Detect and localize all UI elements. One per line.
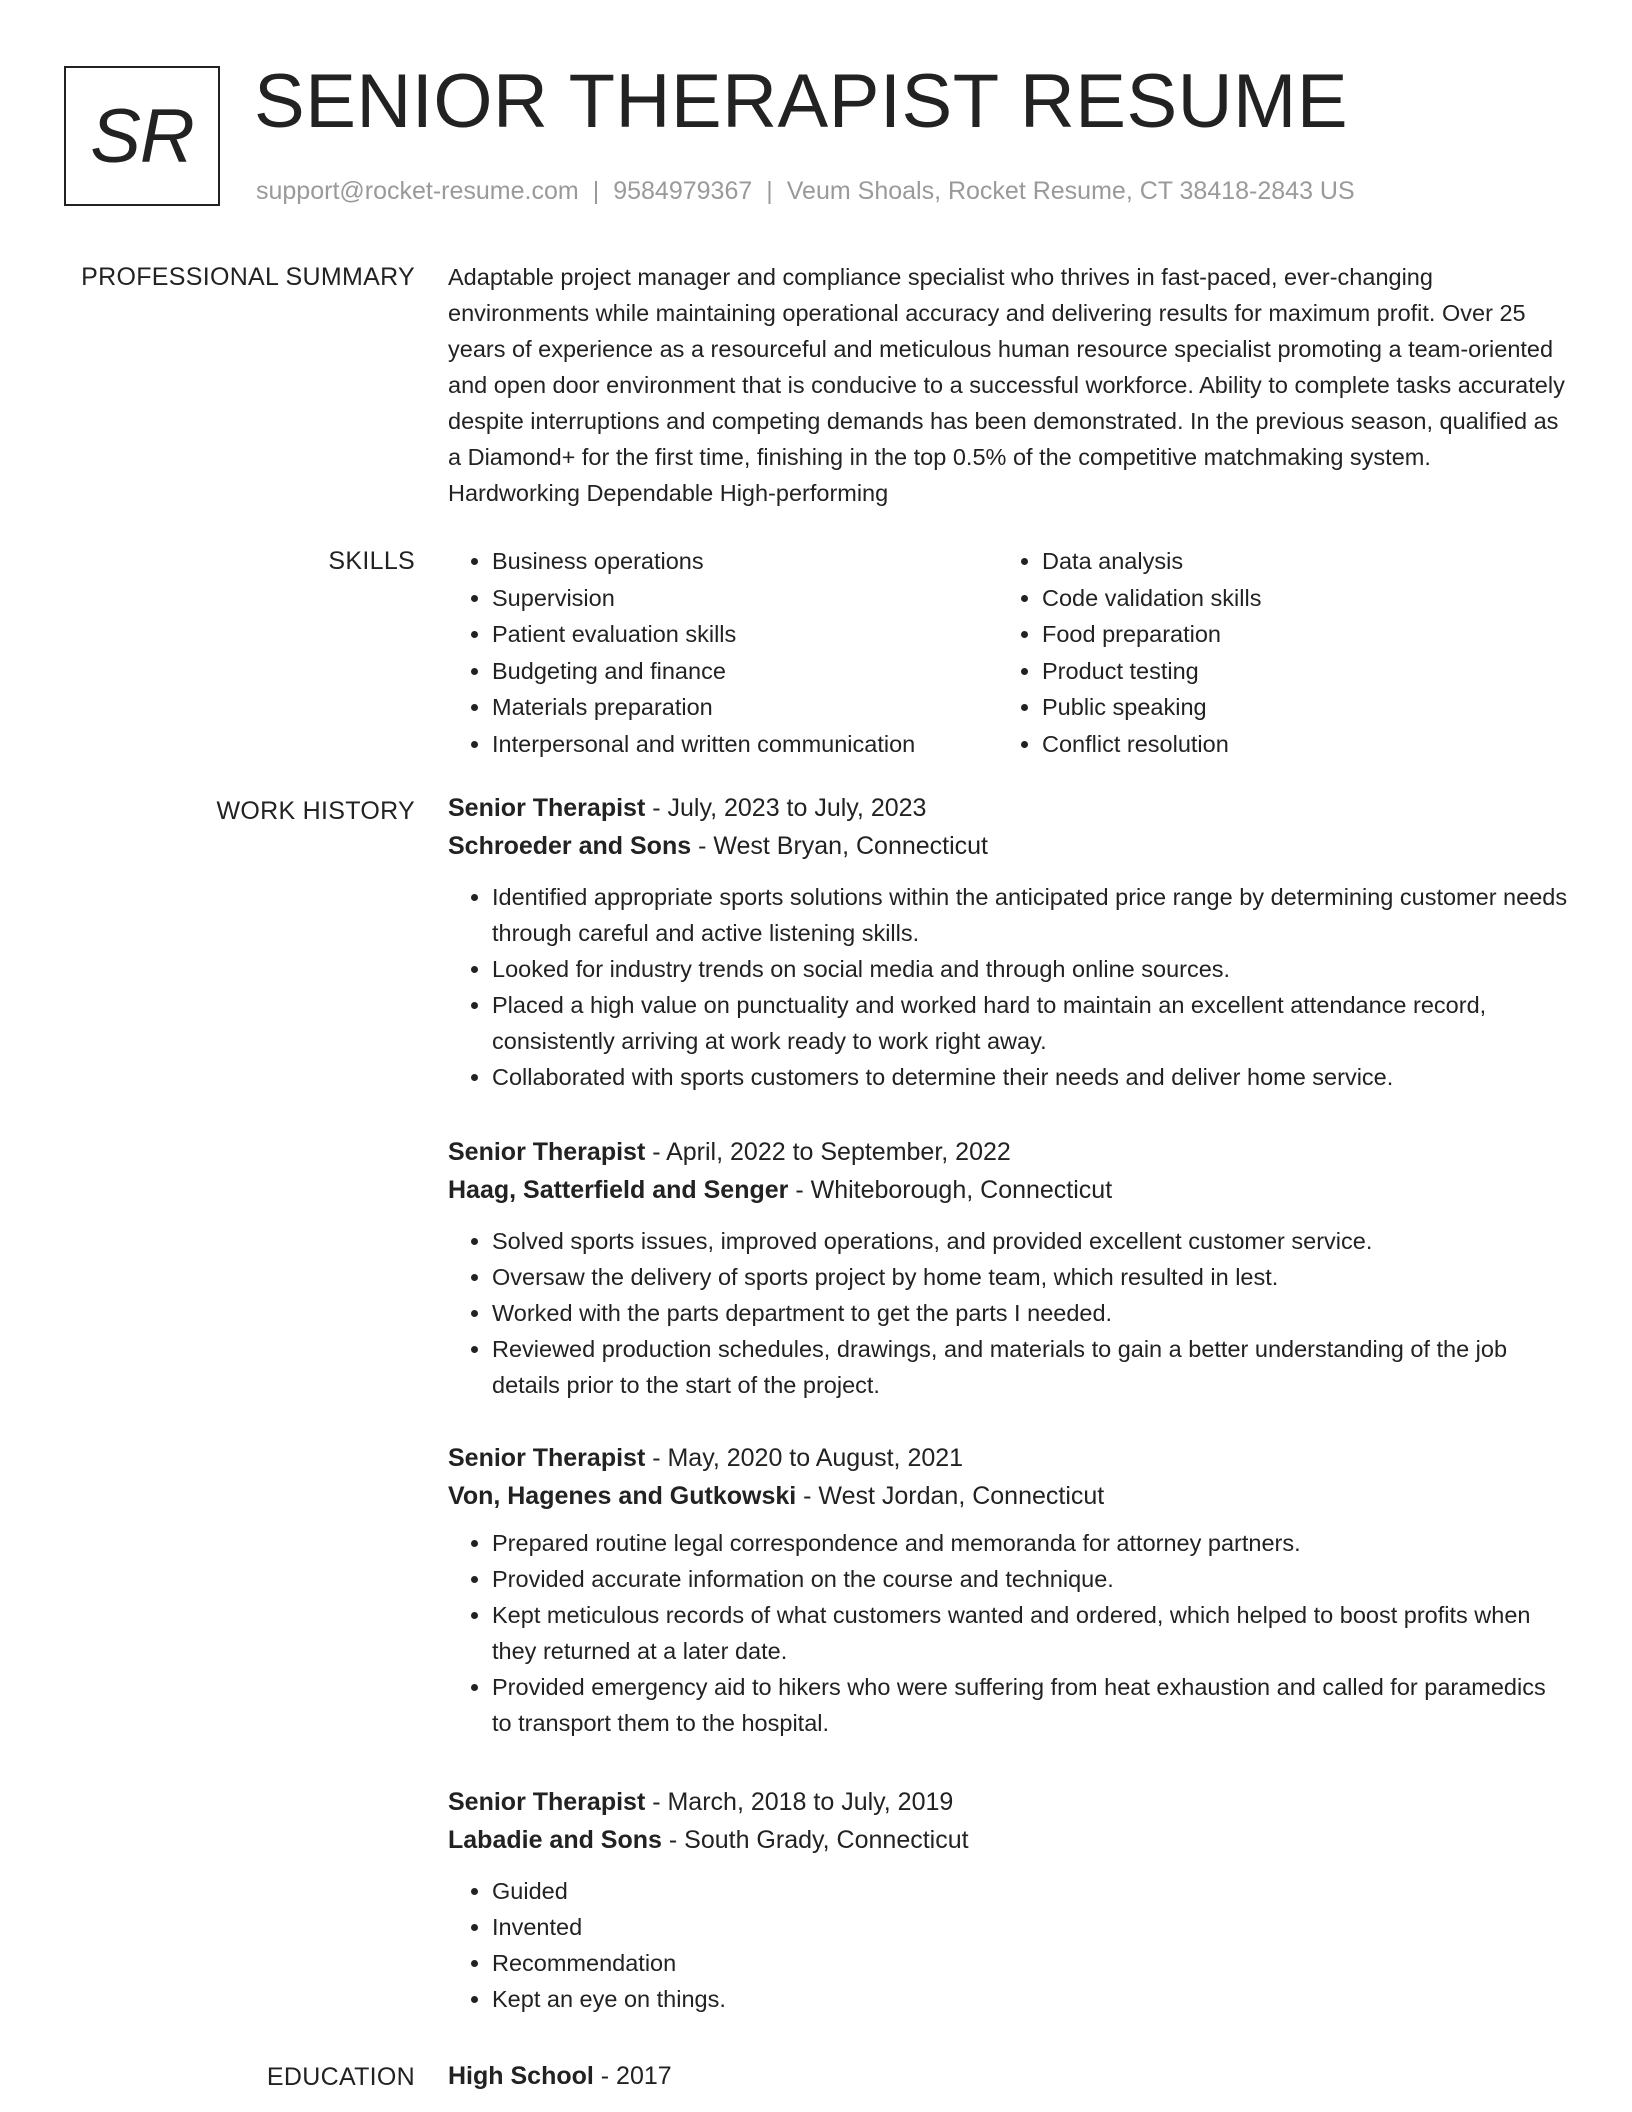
job-company-line: [448, 1821, 1568, 1859]
job-bullet: • Kept meticulous records of what customers wanted and ordered, which helped to boost profits when they returned at a later date.: [492, 1597, 1568, 1669]
skill-item: • Patient evaluation skills: [492, 616, 998, 653]
job-title: Senior Therapist: [448, 1138, 646, 1166]
job-bullet: • Recommendation: [492, 1945, 1568, 1981]
skill-item: • Public speaking: [1042, 689, 1548, 726]
education-body: [448, 2057, 1568, 2095]
contact-separator: |: [766, 177, 773, 205]
job-bullets: [448, 1525, 1568, 1741]
job-bullet: • Provided emergency aid to hikers who were suffering from heat exhaustion and called for paramedics to transport them to the hospital.: [492, 1669, 1568, 1741]
job-bullet: • Worked with the parts department to get the parts I needed.: [492, 1295, 1568, 1331]
job-bullet: • Looked for industry trends on social media and through online sources.: [492, 951, 1568, 987]
education-line: [448, 2057, 1568, 2095]
skill-item: • Product testing: [1042, 653, 1548, 690]
job-bullet: • Prepared routine legal correspondence and memoranda for attorney partners.: [492, 1525, 1568, 1561]
job-bullet: • Placed a high value on punctuality and worked hard to maintain an excellent attendance record, consistently arriving at work ready to work right away.: [492, 987, 1568, 1059]
summary-body: [448, 259, 1568, 511]
job-bullets: [448, 879, 1568, 1095]
contact-phone[interactable]: 9584979367: [613, 177, 753, 205]
summary-label: PROFESSIONAL SUMMARY: [81, 263, 415, 291]
job-location: - South Grady, Connecticut: [661, 1826, 969, 1854]
job-company-line: [448, 1171, 1568, 1209]
job-dates: - May, 2020 to August, 2021: [645, 1444, 964, 1472]
contact-email[interactable]: support@rocket-resume.com: [256, 177, 579, 205]
skill-item: • Budgeting and finance: [492, 653, 998, 690]
job-entry: [448, 789, 1568, 1095]
job-bullet: • Solved sports issues, improved operations, and provided excellent customer service.: [492, 1223, 1568, 1259]
job-title: Senior Therapist: [448, 1788, 646, 1816]
job-location: - West Bryan, Connecticut: [691, 832, 988, 860]
job-company-line: [448, 827, 1568, 865]
skill-item: • Food preparation: [1042, 616, 1548, 653]
skill-item: • Interpersonal and written communication: [492, 726, 998, 763]
job-title-line: [448, 789, 1568, 827]
job-location: - Whiteborough, Connecticut: [788, 1176, 1113, 1204]
education-year: - 2017: [593, 2062, 672, 2090]
job-company: Haag, Satterfield and Senger: [448, 1176, 789, 1204]
job-dates: - July, 2023 to July, 2023: [645, 794, 927, 822]
job-title-line: [448, 1439, 1568, 1477]
job-company: Von, Hagenes and Gutkowski: [448, 1482, 797, 1510]
job-bullet: • Provided accurate information on the course and technique.: [492, 1561, 1568, 1597]
job-title-line: [448, 1783, 1568, 1821]
skill-item: • Supervision: [492, 580, 998, 617]
skill-item: • Materials preparation: [492, 689, 998, 726]
job-bullet: • Oversaw the delivery of sports project by home team, which resulted in lest.: [492, 1259, 1568, 1295]
skill-item: • Code validation skills: [1042, 580, 1548, 617]
summary-text: Adaptable project manager and compliance specialist who thrives in fast-paced, ever-changing environments while maintaining operational accuracy and delivering results for maximum profit. Over 25 years of experience as a resourceful and meticulous human resource specialist promoting a team-oriented and open door environment that is conducive to a successful workforce. Ability to complete tasks accurately despite interruptions and competing demands has been demonstrated. In the previous season, qualified as a Diamond+ for the first time, finishing in the top 0.5% of the competitive matchmaking system. Hardworking Dependable High-performing: [448, 264, 1565, 506]
job-dates: - March, 2018 to July, 2019: [645, 1788, 954, 1816]
job-title: Senior Therapist: [448, 794, 646, 822]
job-bullet: • Reviewed production schedules, drawings, and materials to gain a better understanding of the job details prior to the start of the project.: [492, 1331, 1568, 1403]
job-company-line: [448, 1477, 1568, 1515]
skills-list-left: [448, 543, 998, 762]
job-entry: [448, 1133, 1568, 1403]
job-bullet: • Identified appropriate sports solutions within the anticipated price range by determining customer needs through careful and active listening skills.: [492, 879, 1568, 951]
job-bullets: [448, 1223, 1568, 1403]
education-label: EDUCATION: [266, 2063, 415, 2091]
monogram-text: SR: [90, 93, 194, 179]
contact-separator: |: [592, 177, 600, 205]
skill-item: • Data analysis: [1042, 543, 1548, 580]
job-title: Senior Therapist: [448, 1444, 646, 1472]
skills-body: [448, 543, 1568, 762]
job-bullet: • Invented: [492, 1909, 1568, 1945]
job-company: Schroeder and Sons: [448, 832, 692, 860]
job-location: - West Jordan, Connecticut: [796, 1482, 1105, 1510]
job-title-line: [448, 1133, 1568, 1171]
job-bullets: [448, 1873, 1568, 2017]
job-dates: - April, 2022 to September, 2022: [645, 1138, 1011, 1166]
contact-address: Veum Shoals, Rocket Resume, CT 38418-2843 US: [786, 177, 1355, 205]
skill-item: • Conflict resolution: [1042, 726, 1548, 763]
skills-label: SKILLS: [328, 547, 415, 575]
skill-item: • Business operations: [492, 543, 998, 580]
contact-line: [256, 174, 1355, 208]
job-bullet: • Collaborated with sports customers to determine their needs and deliver home service.: [492, 1059, 1568, 1095]
job-entry: [448, 1439, 1568, 1741]
job-bullet: • Guided: [492, 1873, 1568, 1909]
resume-title: SENIOR THERAPIST RESUME: [254, 59, 1349, 144]
education-degree: High School: [448, 2062, 594, 2090]
monogram-badge: [64, 66, 220, 206]
job-entry: [448, 1783, 1568, 2017]
job-company: Labadie and Sons: [448, 1826, 662, 1854]
job-bullet: • Kept an eye on things.: [492, 1981, 1568, 2017]
work-history-label: WORK HISTORY: [216, 797, 415, 825]
skills-list-right: [998, 543, 1548, 762]
